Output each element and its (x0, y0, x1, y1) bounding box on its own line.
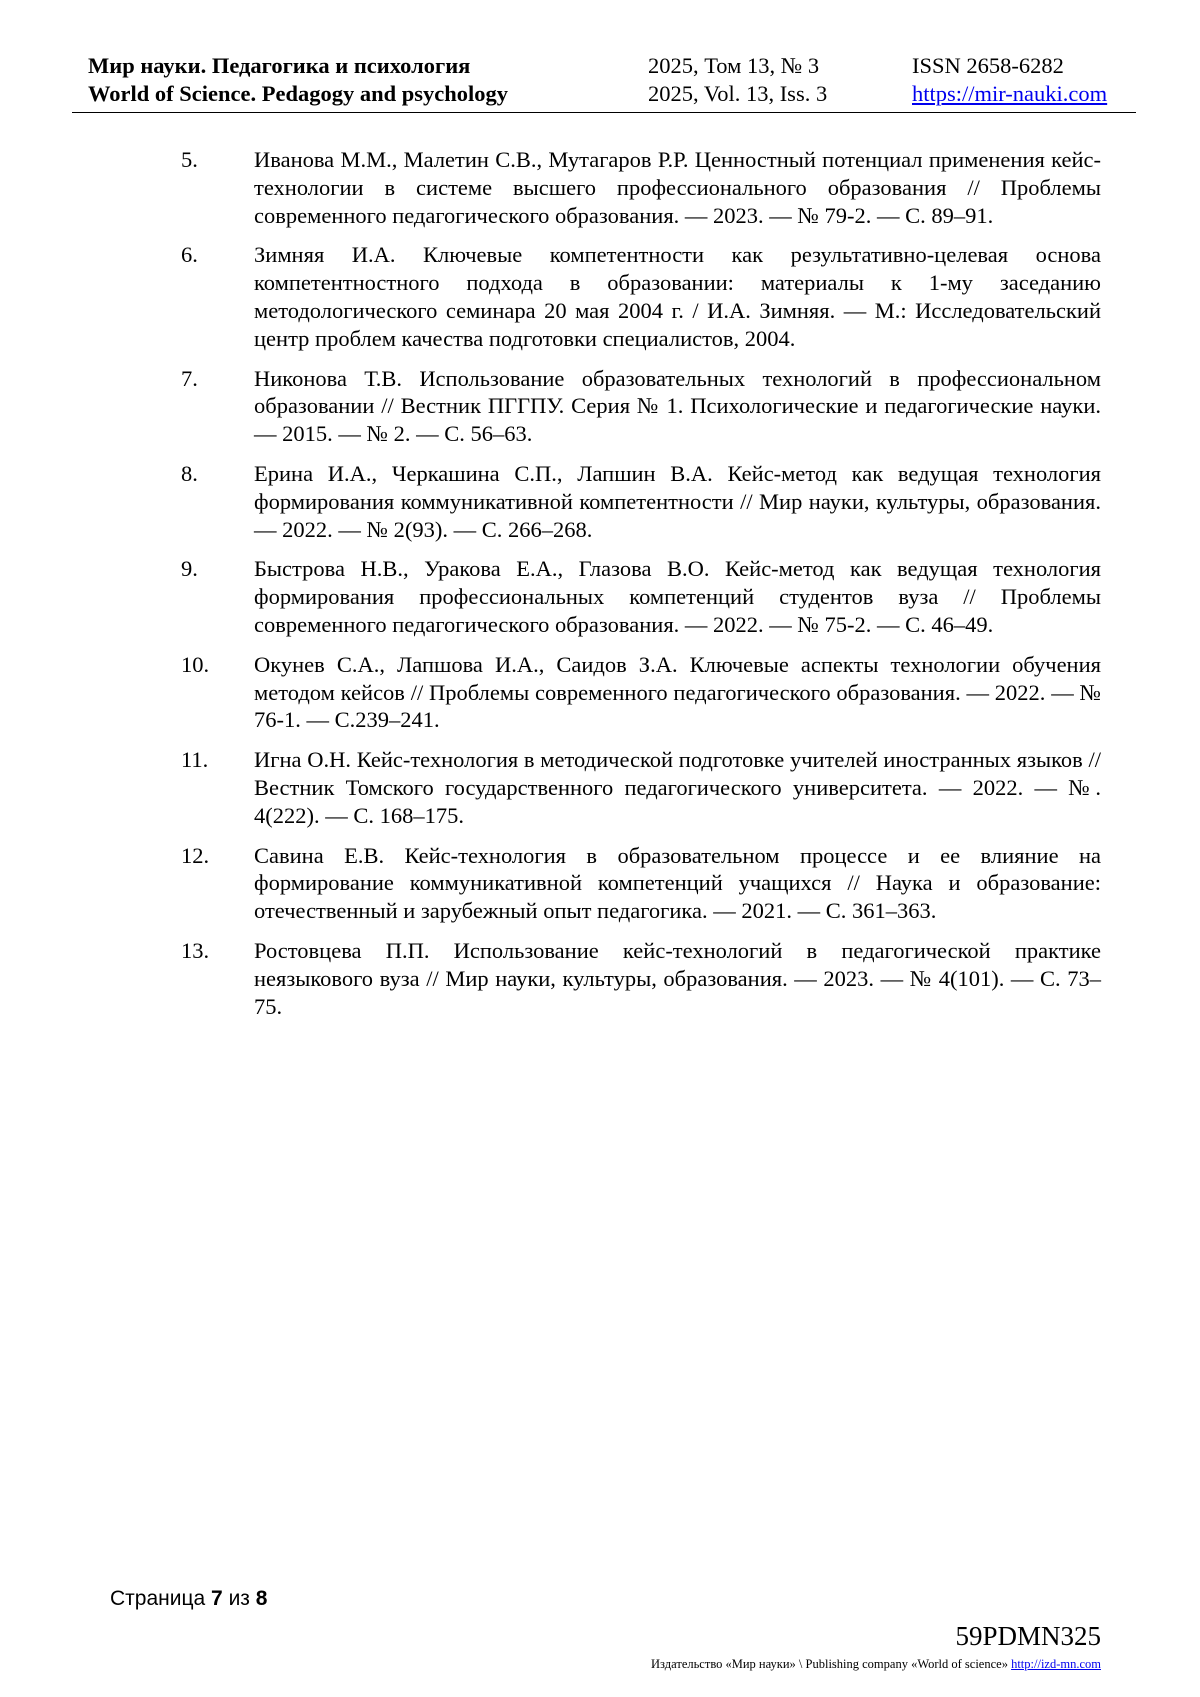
page-total: 8 (255, 1587, 268, 1610)
volume-block (648, 52, 827, 108)
reference-text: Ростовцева П.П. Использование кейс-технологий в педагогической практике неязыкового вуза // Мир науки, культуры, образования. — 2023. — № 4(101). — С. 73–75. (254, 937, 1101, 1019)
publisher-text: Издательство «Мир науки» \ Publishing company «World of science» (651, 1657, 1008, 1671)
article-code: 59PDMN325 (955, 1621, 1101, 1651)
volume-ru: 2025, Том 13, № 3 (648, 53, 820, 78)
page-word: Страница (110, 1587, 206, 1610)
reference-number: 10. (181, 651, 210, 677)
journal-title-block (88, 52, 508, 108)
reference-item (181, 842, 1101, 925)
reference-number: 7. (181, 365, 198, 391)
issn-block (912, 52, 1107, 108)
reference-number: 9. (181, 556, 198, 582)
reference-text: Окунев С.А., Лапшова И.А., Саидов З.А. Ключевые аспекты технологии обучения методом кейсов // Проблемы современного педагогического образования. — 2022. — № 76-1. — С.239–241. (254, 651, 1101, 733)
reference-item (181, 460, 1101, 543)
reference-item (181, 555, 1101, 638)
journal-title-ru: Мир науки. Педагогика и психология (88, 53, 471, 78)
reference-item (181, 746, 1101, 829)
publisher-line (651, 1656, 1101, 1672)
reference-number: 11. (181, 747, 209, 773)
of-word: из (228, 1587, 250, 1610)
reference-item (181, 937, 1101, 1020)
reference-item (181, 365, 1101, 448)
reference-text: Савина Е.В. Кейс-технология в образовательном процессе и ее влияние на формирование коммуникативной компетенций учащихся // Наука и образование: отечественный и зарубежный опыт педагогика. — 2021. — С. 361–363. (254, 842, 1101, 924)
reference-list (181, 146, 1101, 1032)
reference-text: Ерина И.А., Черкашина С.П., Лапшин В.А. Кейс-метод как ведущая технология формирования коммуникативной компетентности // Мир науки, культуры, образования. — 2022. — № 2(93). — С. 266–268. (254, 460, 1101, 542)
reference-number: 13. (181, 937, 210, 963)
reference-number: 6. (181, 242, 198, 268)
reference-text: Зимняя И.А. Ключевые компетентности как результативно-целевая основа компетентностного подхода в образовании: материалы к 1-му заседанию методологического семинара 20 мая 2004 г. / И.А. Зимняя. — М.: Исследовательский центр проблем качества подготовки специалистов, 2004. (254, 242, 1101, 351)
page-current: 7 (211, 1587, 223, 1610)
reference-number: 8. (181, 460, 198, 486)
page-counter (110, 1586, 267, 1612)
publisher-link[interactable]: http://izd-mn.com (1011, 1657, 1101, 1671)
reference-number: 5. (181, 147, 198, 172)
reference-text: Никонова Т.В. Использование образовательных технологий в профессиональном образовании // Вестник ПГГПУ. Серия № 1. Психологические и педагогические науки. — 2015. — № 2. — С. 56–63. (254, 365, 1101, 447)
reference-text: Быстрова Н.В., Уракова Е.А., Глазова В.О. Кейс-метод как ведущая технология формирования профессиональных компетенций студентов вуза // Проблемы современного педагогического образования. — 2022. — № 75-2. — С. 46–49. (254, 556, 1101, 637)
reference-item (181, 651, 1101, 734)
reference-item (181, 241, 1101, 352)
issn-number: ISSN 2658-6282 (912, 53, 1064, 78)
volume-en: 2025, Vol. 13, Iss. 3 (648, 81, 828, 106)
journal-title-en: World of Science. Pedagogy and psychology (88, 81, 509, 106)
journal-header (72, 52, 1136, 113)
reference-number: 12. (181, 842, 210, 868)
reference-item (181, 146, 1101, 229)
reference-text: Иванова М.М., Малетин С.В., Мутагаров Р.Р. Ценностный потенциал применения кейс-технологии в системе высшего профессионального образования // Проблемы современного педагогического образования. — 2023. — № 79-2. — С. 89–91. (254, 147, 1101, 228)
journal-site-link[interactable]: https://mir-nauki.com (912, 81, 1108, 106)
reference-text: Игна О.Н. Кейс-технология в методической подготовке учителей иностранных языков // Вестник Томского государственного педагогического университета. — 2022. — №. 4(222). — С. 168–175. (254, 747, 1101, 828)
